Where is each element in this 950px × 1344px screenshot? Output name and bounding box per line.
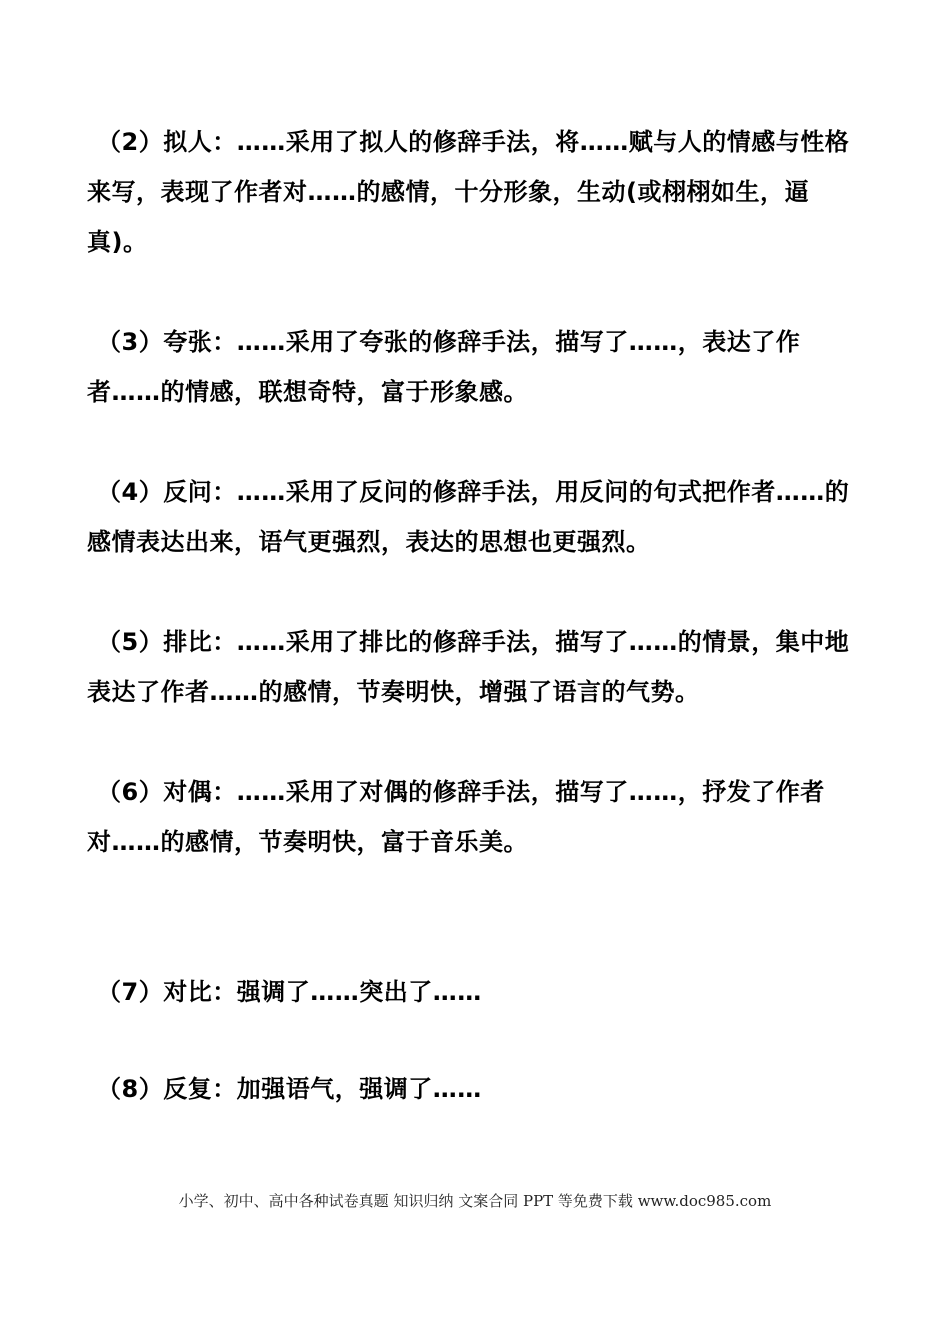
paragraph-hyperbole: （3）夸张：……采用了夸张的修辞手法，描写了……，表达了作者……的情感，联想奇特，富于形象感。 — [87, 328, 801, 406]
page-footer: 小学、初中、高中各种试卷真题 知识归纳 文案合同 PPT 等免费下载 www.doc985.com — [178, 1192, 772, 1210]
paragraph-contrast: （7）对比：强调了……突出了…… — [97, 978, 482, 1006]
paragraph-rhetorical-question: （4）反问：……采用了反问的修辞手法，用反问的句式把作者……的感情表达出来，语气更强烈，表达的思想也更强烈。 — [87, 478, 850, 556]
paragraph-repetition: （8）反复：加强语气，强调了…… — [97, 1075, 482, 1103]
paragraph-personification: （2）拟人：……采用了拟人的修辞手法，将……赋与人的情感与性格来写，表现了作者对……的感情，十分形象，生动(或栩栩如生，逼真)。 — [87, 128, 850, 256]
paragraph-antithesis: （6）对偶：……采用了对偶的修辞手法，描写了……，抒发了作者对……的感情，节奏明快，富于音乐美。 — [87, 778, 825, 856]
paragraph-parallelism: （5）排比：……采用了排比的修辞手法，描写了……的情景，集中地表达了作者……的感情，节奏明快，增强了语言的气势。 — [87, 628, 850, 706]
